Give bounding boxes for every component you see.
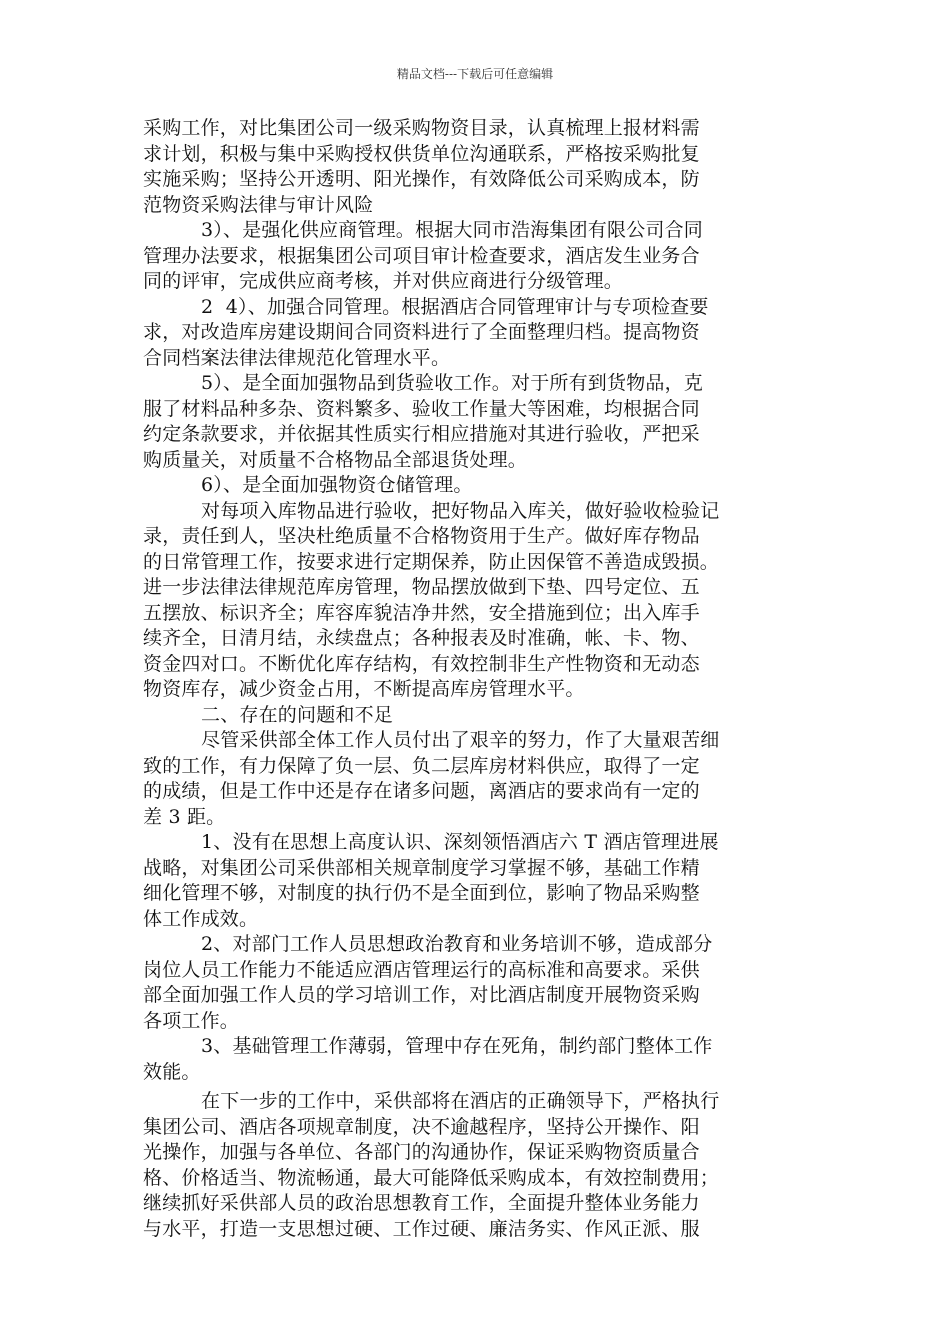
text-line: 战略，对集团公司采供部相关规章制度学习掌握不够，基础工作精 <box>143 856 700 879</box>
text-line: 实施采购；坚持公开透明、阳光操作，有效降低公司采购成本，防 <box>143 168 700 190</box>
text-line: 服了材料品种多杂、资料繁多、验收工作量大等困难，均根据合同 <box>143 397 700 420</box>
text-line: 2、对部门工作人员思想政治教育和业务培训不够，造成部分 <box>201 933 713 955</box>
text-line: 体工作成效。 <box>143 907 259 930</box>
text-line: 1、没有在思想上高度认识、深刻领悟酒店六 T 酒店管理进展 <box>201 831 719 853</box>
text-line: 格、价格适当、物流畅通，最大可能降低采购成本，有效控制费用； <box>143 1166 720 1189</box>
text-line: 与水平，打造一支思想过硬、工作过硬、廉洁务实、作风正派、服 <box>143 1217 700 1240</box>
text-line: 购质量关，对质量不合格物品全部退货处理。 <box>143 448 528 471</box>
text-line: 采购工作，对比集团公司一级采购物资目录，认真梳理上报材料需 <box>143 117 700 139</box>
text-line: 光操作，加强与各单位、各部门的沟通协作，保证采购物资质量合 <box>143 1141 700 1163</box>
text-line: 资金四对口。不断优化库存结构，有效控制非生产性物资和无动态 <box>143 652 700 675</box>
text-line: 物资库存，减少资金占用，不断提高库房管理水平。 <box>143 678 585 700</box>
text-line: 致的工作，有力保障了负一层、负二层库房材料供应，取得了一定 <box>143 754 700 777</box>
text-line: 2 4）、加强合同管理。根据酒店合同管理审计与专项检查要 <box>201 295 709 318</box>
text-line: 五摆放、标识齐全；库容库貌洁净井然，安全措施到位；出入库手 <box>143 601 700 624</box>
text-line: 约定条款要求，并依据其性质实行相应措施对其进行验收，严把采 <box>143 423 700 445</box>
document-body <box>143 116 810 1242</box>
text-line: 求计划，积极与集中采购授权供货单位沟通联系，严格按采购批复 <box>143 142 700 165</box>
text-line: 录，责任到人，坚决杜绝质量不合格物资用于生产。做好库存物品 <box>143 525 700 547</box>
text-line: 各项工作。 <box>143 1009 240 1032</box>
text-line: 5）、是全面加强物品到货验收工作。对于所有到货物品，克 <box>201 372 703 394</box>
text-line: 合同档案法律法律规范化管理水平。 <box>143 346 451 369</box>
text-line: 继续抓好采供部人员的政治思想教育工作，全面提升整体业务能力 <box>143 1192 700 1214</box>
text-line: 集团公司、酒店各项规章制度，决不逾越程序，坚持公开操作、阳 <box>143 1115 700 1138</box>
text-line: 的成绩，但是工作中还是存在诸多问题，离酒店的要求尚有一定的 <box>143 780 700 802</box>
text-line: 对每项入库物品进行验收，把好物品入库关，做好验收检验记 <box>201 499 720 522</box>
text-line: 进一步法律法律规范库房管理，物品摆放做到下垫、四号定位、五 <box>143 576 700 598</box>
text-line: 部全面加强工作人员的学习培训工作，对比酒店制度开展物资采购 <box>143 984 700 1006</box>
text-line: 差 3 距。 <box>143 805 226 828</box>
text-line: 3、基础管理工作薄弱，管理中存在死角，制约部门整体工作 <box>201 1035 713 1057</box>
text-line: 效能。 <box>143 1060 201 1083</box>
page-header: 精品文档---下载后可任意编辑 <box>396 67 554 81</box>
text-line: 二、存在的问题和不足 <box>201 703 394 726</box>
text-line: 同的评审，完成供应商考核，并对供应商进行分级管理。 <box>143 270 624 292</box>
text-line: 3）、是强化供应商管理。根据大同市浩海集团有限公司合同 <box>201 219 703 241</box>
text-line: 6）、是全面加强物资仓储管理。 <box>201 474 473 496</box>
text-line: 范物资采购法律与审计风险 <box>143 193 374 216</box>
text-line: 管理办法要求，根据集团公司项目审计检查要求，酒店发生业务合 <box>143 244 700 267</box>
text-line: 尽管采供部全体工作人员付出了艰辛的努力，作了大量艰苦细 <box>201 729 720 751</box>
text-line: 细化管理不够，对制度的执行仍不是全面到位，影响了物品采购整 <box>143 882 700 904</box>
text-line: 的日常管理工作，按要求进行定期保养，防止因保管不善造成毁损。 <box>143 550 720 573</box>
text-line: 岗位人员工作能力不能适应酒店管理运行的高标准和高要求。采供 <box>143 958 700 981</box>
text-line: 在下一步的工作中，采供部将在酒店的正确领导下，严格执行 <box>201 1090 720 1112</box>
text-line: 续齐全，日清月结，永续盘点；各种报表及时准确，帐、卡、物、 <box>143 627 700 649</box>
text-line: 求，对改造库房建设期间合同资料进行了全面整理归档。提高物资 <box>143 321 700 343</box>
